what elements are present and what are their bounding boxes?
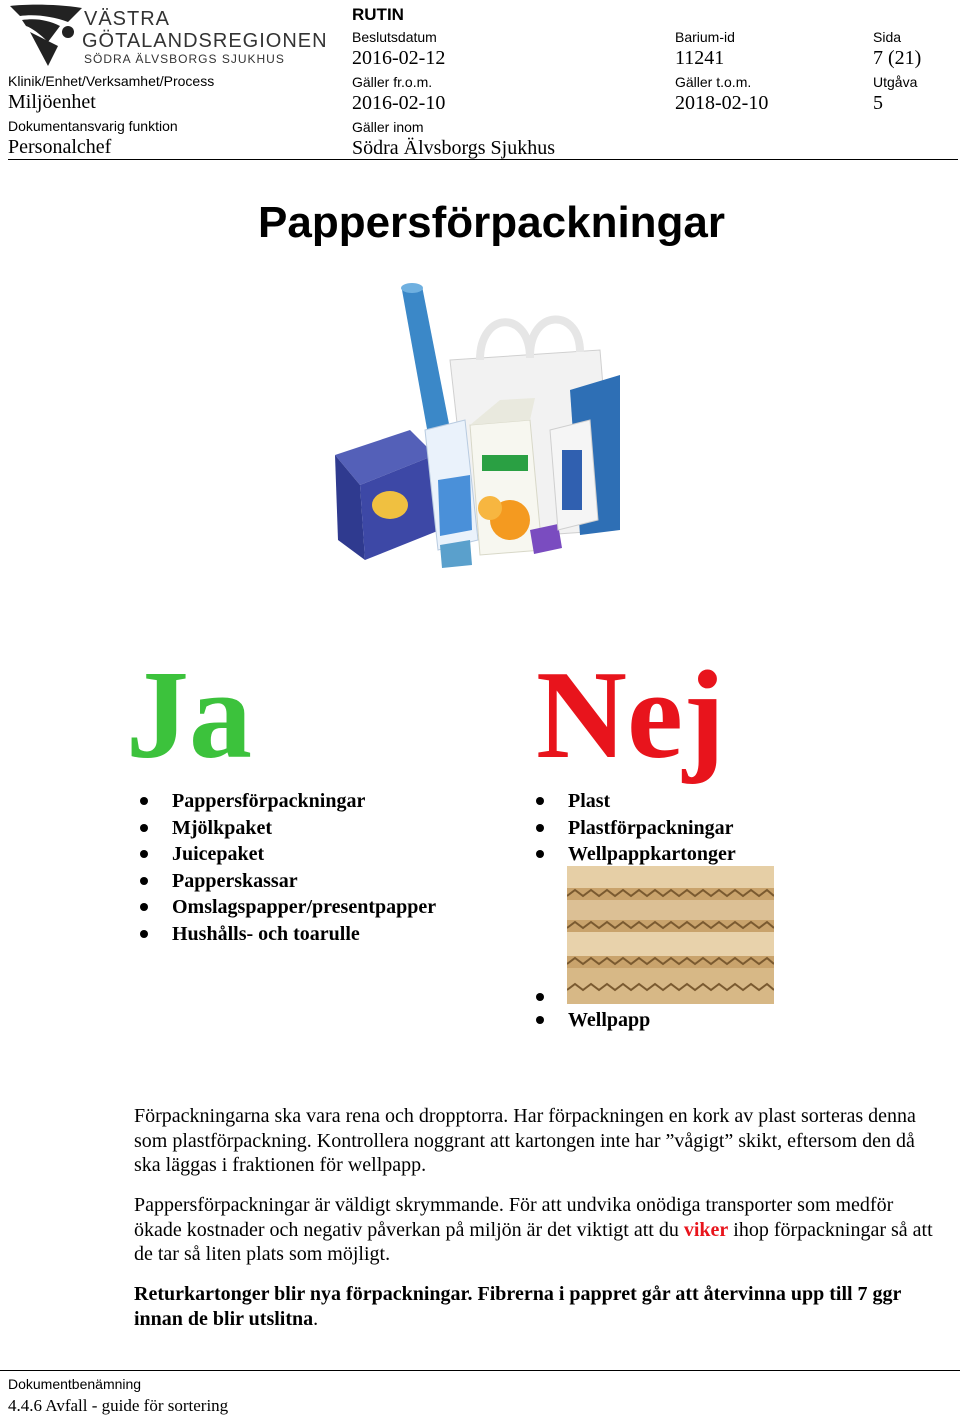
footer-rule — [0, 1370, 960, 1371]
list-item: Hushålls- och toarulle — [138, 921, 436, 948]
bullet-icon — [536, 797, 544, 805]
ja-heading: Ja — [126, 646, 252, 785]
klinik-value: Miljöenhet — [8, 91, 96, 113]
paragraph-cleanliness: Förpackningarna ska vara rena och dropptorra. Har förpackningen en kork av plast sorteras denna som plastförpackning. Kontrollera noggrant att kartongen inte har ”vågigt” skikt, eftersom den då ska läggas i fraktionen för wellpapp. — [134, 1105, 916, 1176]
bullet-icon — [536, 824, 544, 832]
bullet-icon — [536, 850, 544, 858]
klinik-label: Klinik/Enhet/Verksamhet/Process — [8, 73, 215, 89]
list-item: Plastförpackningar — [534, 815, 736, 842]
logo-text-sjukhus: SÖDRA ÄLVSBORGS SJUKHUS — [84, 52, 285, 66]
paper-packaging-image — [330, 280, 620, 570]
barium-label: Barium-id — [675, 29, 735, 45]
doc-type: RUTIN — [352, 5, 404, 24]
nej-list-continued — [534, 1007, 650, 1034]
galler-tom-label: Gäller t.o.m. — [675, 74, 752, 90]
paragraph-recycling: Returkartonger blir nya förpackningar. Fibrerna i pappret går att återvinna upp till 7 ggr innan de blir utslitna. — [134, 1283, 902, 1330]
bullet-icon — [140, 930, 148, 938]
logo-text-region: GÖTALANDSREGIONEN — [82, 30, 328, 52]
list-item: Omslagspapper/presentpapper — [138, 894, 436, 921]
ansvarig-value: Personalchef — [8, 136, 112, 158]
list-item: Papperskassar — [138, 868, 436, 895]
barium-value: 11241 — [675, 47, 725, 69]
bullet-icon — [140, 877, 148, 885]
header-rule — [8, 159, 958, 160]
bullet-icon — [140, 797, 148, 805]
logo-text-vastra: VÄSTRA — [84, 8, 171, 30]
utgava-value: 5 — [873, 92, 883, 114]
highlight-viker: viker — [683, 1218, 729, 1241]
galler-inom-label: Gäller inom — [352, 119, 424, 135]
beslutsdatum-value: 2016-02-12 — [352, 47, 446, 69]
utgava-label: Utgåva — [873, 74, 918, 90]
beslutsdatum-label: Beslutsdatum — [352, 29, 437, 45]
galler-tom-value: 2018-02-10 — [675, 92, 769, 114]
footer-doc-name: 4.4.6 Avfall - guide för sortering — [8, 1396, 229, 1415]
galler-inom-value: Södra Älvsborgs Sjukhus — [352, 137, 555, 159]
sida-label: Sida — [873, 29, 902, 45]
vgr-emblem-icon — [8, 2, 88, 70]
bullet-icon — [536, 993, 544, 1001]
list-item: Wellpappkartonger — [534, 841, 736, 868]
list-item: Plast — [534, 788, 736, 815]
bullet-icon — [140, 824, 148, 832]
list-item: Wellpapp — [534, 1007, 650, 1034]
corrugated-cardboard-image — [567, 866, 774, 1004]
bullet-icon — [140, 850, 148, 858]
footer-label: Dokumentbenämning — [8, 1376, 142, 1392]
galler-from-label: Gäller fr.o.m. — [352, 74, 433, 90]
ja-list — [138, 788, 436, 947]
ansvarig-label: Dokumentansvarig funktion — [8, 118, 178, 134]
list-item: Pappersförpackningar — [138, 788, 436, 815]
galler-from-value: 2016-02-10 — [352, 92, 446, 114]
paragraph-fold: Pappersförpackningar är väldigt skrymmande. För att undvika onödiga transporter som medför ökade kostnader och negativ påverkan på miljön är det viktigt att du viker ihop förpackningar så att de tar så liten plats som möjligt. — [134, 1194, 933, 1265]
bullet-icon — [140, 903, 148, 911]
list-item: Juicepaket — [138, 841, 436, 868]
page-title: Pappersförpackningar — [258, 198, 726, 247]
bullet-icon — [536, 1016, 544, 1024]
list-item: Mjölkpaket — [138, 815, 436, 842]
nej-list — [534, 788, 736, 868]
nej-heading: Nej — [536, 646, 725, 785]
sida-value: 7 (21) — [873, 47, 922, 69]
